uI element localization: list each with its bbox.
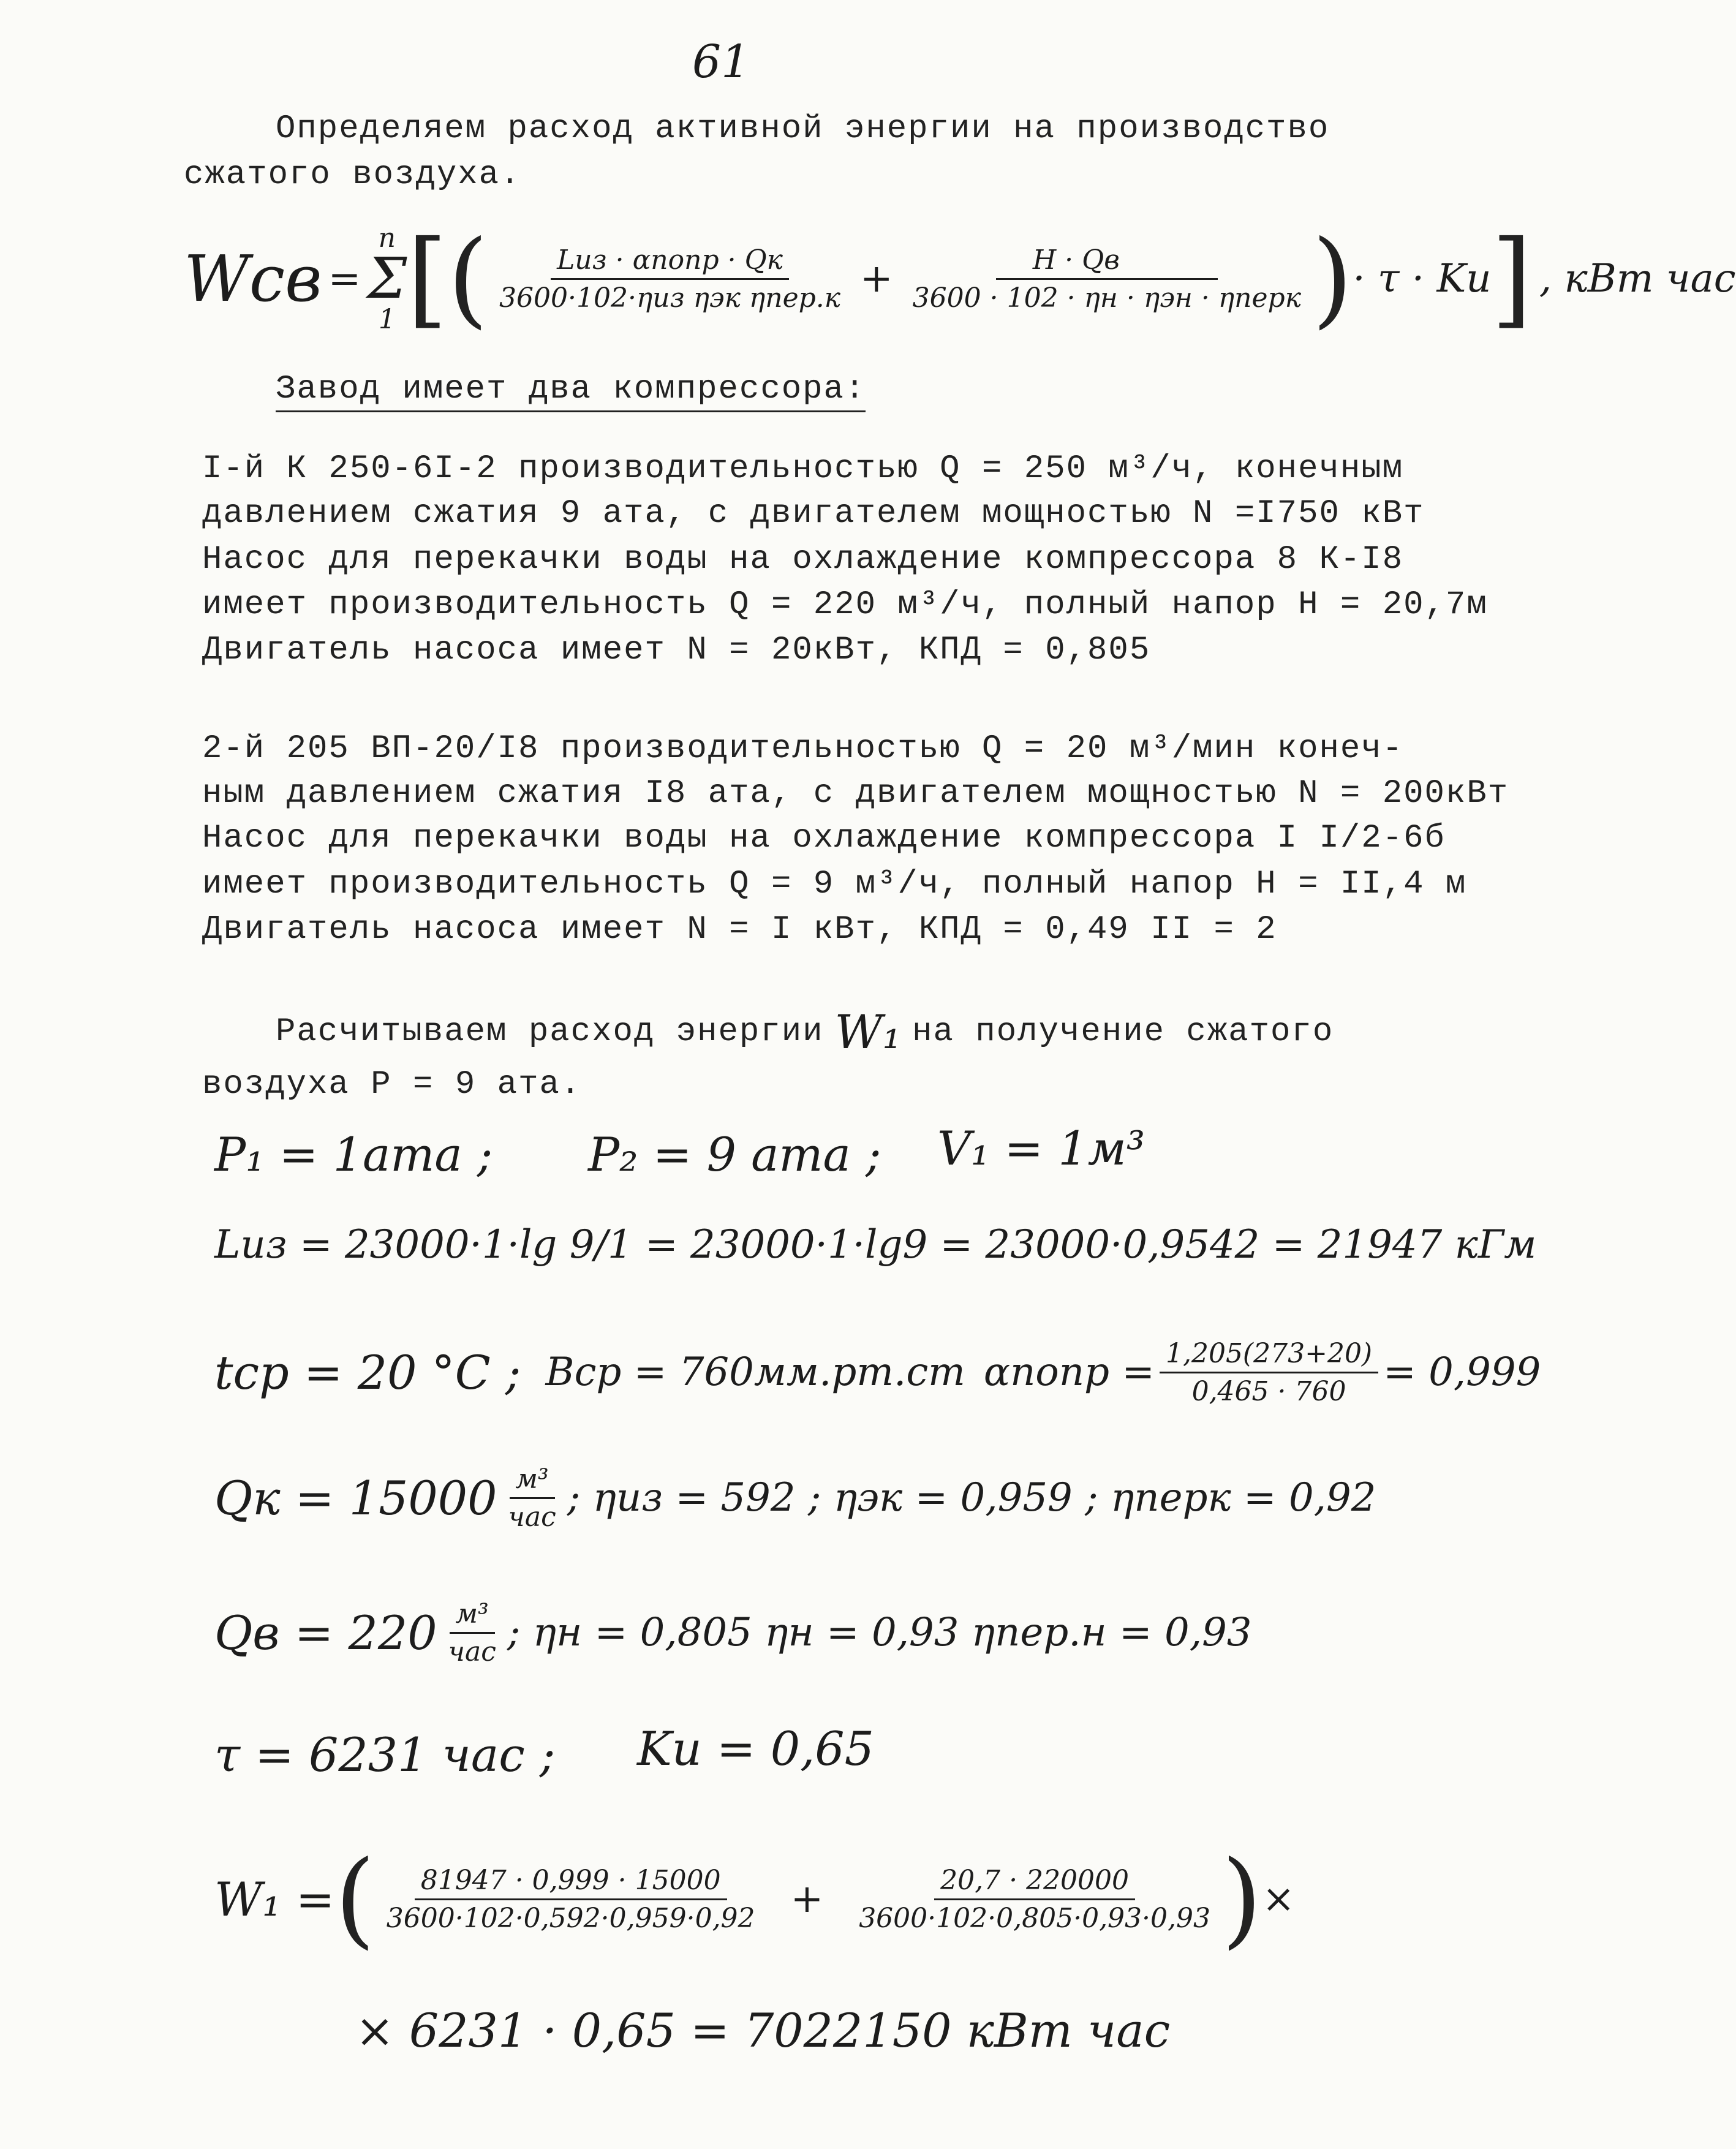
alpha-label: αпопр = [983, 1350, 1155, 1395]
final-times: × [1262, 1876, 1295, 1922]
close-bracket: ] [1491, 218, 1532, 339]
intro-line-2: сжатого воздуха. [184, 156, 521, 194]
compressor1-line-3: Насос для перекачки воды на охлаждение компрессора 8 К-I8 [202, 541, 1404, 578]
calc-intro-text-b: на получение сжатого [912, 1013, 1334, 1051]
calc-intro-symbol: W₁ [834, 1005, 902, 1059]
final-result: × 6231 · 0,65 = 7022150 кВт час [355, 2003, 1171, 2058]
param-p2: P₂ = 9 ата ; [588, 1127, 881, 1182]
section-title: Завод имеет два компрессора: [276, 371, 866, 412]
b-cp: Вср = 760мм.рт.ст [545, 1350, 965, 1395]
page-number: 61 [692, 36, 750, 88]
alpha-value: = 0,999 [1383, 1350, 1541, 1395]
line-qk [214, 1455, 1376, 1541]
qv-unit-den: час [448, 1636, 496, 1667]
intro-line-1: Определяем расход активной энергии на производство [276, 110, 1330, 148]
l-iz-equation: Lиз = 23000·1·lg 9/1 = 23000·1·lg9 = 23000·0,9542 = 21947 кГм [214, 1222, 1537, 1267]
final-fraction-1-denominator: 3600·102·0,592·0,959·0,92 [386, 1902, 755, 1934]
qk-unit-den: час [508, 1501, 556, 1533]
qv-label: Qв = 220 [214, 1605, 437, 1660]
qk-unit [502, 1464, 562, 1533]
fraction-1-denominator: 3600·102·ηиз ηэк ηпер.к [499, 282, 841, 314]
formula-lhs: Wсв [184, 241, 322, 316]
final-fraction-1 [380, 1865, 761, 1934]
calc-intro-line-1 [276, 1005, 1334, 1059]
compressor1-line-2: давлением сжатия 9 ата, с двигателем мощностью N =I750 кВт [202, 495, 1425, 532]
final-plus: + [790, 1876, 824, 1922]
formula-fraction-1 [493, 244, 847, 314]
final-fraction-2 [853, 1865, 1217, 1934]
tau-value: τ = 6231 час ; [214, 1728, 556, 1782]
calc-intro-line-2: воздуха P = 9 ата. [202, 1066, 582, 1103]
compressor2-line-3: Насос для перекачки воды на охлаждение компрессора I I/2-6б [202, 820, 1446, 857]
formula-tail: · τ · Kи [1353, 256, 1492, 301]
line-temperature [214, 1311, 1541, 1433]
formula-units: , кВт час [1539, 256, 1736, 301]
ki-value: Kи = 0,65 [637, 1721, 874, 1776]
sum-upper: n [378, 222, 396, 254]
final-fraction-2-numerator: 20,7 · 220000 [934, 1865, 1135, 1900]
main-formula [184, 208, 1736, 349]
compressor1-line-5: Двигатель насоса имеет N = 20кВт, КПД = 0,805 [202, 632, 1151, 669]
alpha-fraction [1160, 1338, 1378, 1407]
final-fraction-2-denominator: 3600·102·0,805·0,93·0,93 [859, 1902, 1210, 1934]
qk-rest: ; ηиз = 592 ; ηэк = 0,959 ; ηперк = 0,92 [567, 1475, 1376, 1520]
calc-intro-text-a: Расчитываем расход энергии [276, 1013, 824, 1051]
formula-equals: = [328, 256, 361, 301]
qv-rest: ; ηн = 0,805 ηн = 0,93 ηпер.н = 0,93 [507, 1610, 1252, 1655]
final-lhs: W₁ = [214, 1871, 335, 1927]
alpha-denominator: 0,465 · 760 [1191, 1375, 1346, 1407]
fraction-1-numerator: Lиз · αпопр · Qк [551, 244, 789, 280]
t-cp: tср = 20 °C ; [214, 1345, 521, 1400]
open-paren: ( [447, 218, 488, 339]
final-close-paren: ) [1221, 1838, 1262, 1960]
final-formula [214, 1838, 1295, 1960]
compressor2-line-2: ным давлением сжатия I8 ата, с двигателем мощностью N = 200кВт [202, 775, 1509, 812]
qv-unit [442, 1598, 502, 1667]
qk-unit-num: м³ [510, 1464, 555, 1499]
qv-unit-num: м³ [450, 1598, 495, 1634]
formula-fraction-2 [907, 244, 1307, 314]
compressor2-line-1: 2-й 205 ВП-20/I8 производительностью Q = 20 м³/мин конеч- [202, 730, 1404, 768]
sum-lower: 1 [378, 304, 396, 336]
line-qv [214, 1590, 1252, 1675]
open-bracket: [ [407, 218, 448, 339]
param-p1: P₁ = 1ата ; [214, 1127, 493, 1182]
fraction-2-denominator: 3600 · 102 · ηн · ηэн · ηперк [912, 282, 1301, 314]
alpha-numerator: 1,205(273+20) [1160, 1338, 1378, 1373]
compressor2-line-5: Двигатель насоса имеет N = I кВт, КПД = 0,49 II = 2 [202, 911, 1277, 948]
final-open-paren: ( [334, 1838, 376, 1960]
param-v1: V₁ = 1м³ [937, 1121, 1145, 1176]
formula-plus: + [860, 256, 893, 301]
close-paren: ) [1311, 218, 1353, 339]
compressor1-line-1: I-й К 250-6I-2 производительностью Q = 250 м³/ч, конечным [202, 450, 1404, 488]
qk-label: Qк = 15000 [214, 1470, 497, 1525]
fraction-2-numerator: H · Qв [996, 244, 1218, 280]
final-fraction-1-numerator: 81947 · 0,999 · 15000 [415, 1865, 727, 1900]
sum-sign: Σ [367, 245, 407, 311]
compressor1-line-4: имеет производительность Q = 220 м³/ч, полный напор H = 20,7м [202, 586, 1488, 624]
compressor2-line-4: имеет производительность Q = 9 м³/ч, полный напор H = II,4 м [202, 866, 1467, 903]
